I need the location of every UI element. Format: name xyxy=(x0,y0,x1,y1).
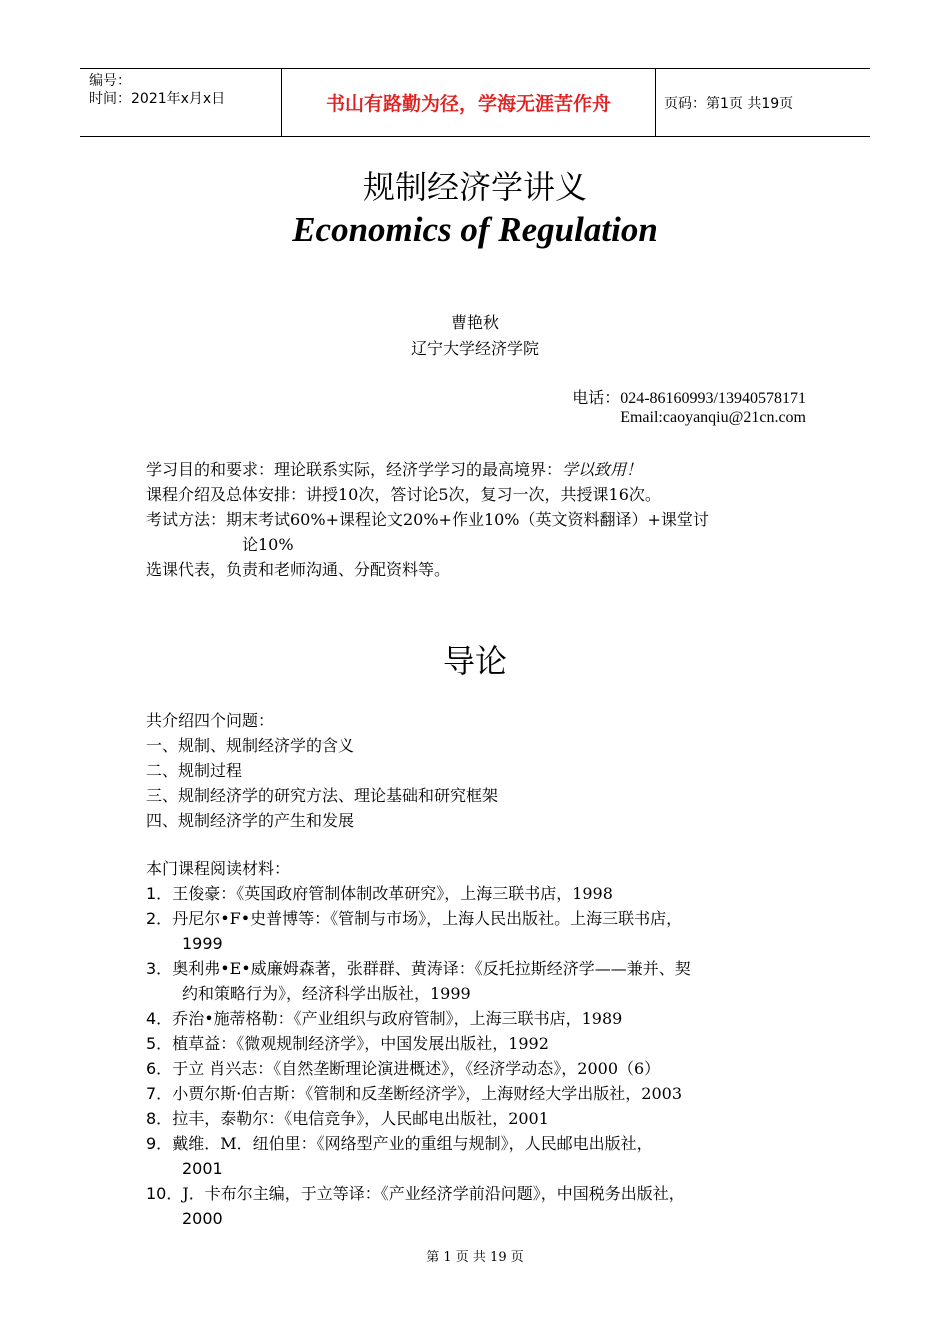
header-meta-cell xyxy=(80,69,282,136)
reading-text: 于立 肖兴志：《自然垄断理论演进概述》，《经济学动态》，2000（6） xyxy=(172,1059,661,1078)
list-item: 四、规制经济学的产生和发展 xyxy=(146,811,355,830)
number-label: 编号： xyxy=(89,73,131,89)
reading-number: 8． xyxy=(146,1109,173,1128)
reading-item xyxy=(146,956,691,1006)
reading-continuation: 1999 xyxy=(182,934,223,953)
section-heading: 导论 xyxy=(442,642,507,680)
reading-item xyxy=(146,881,691,906)
reading-item xyxy=(146,1031,691,1056)
reading-number: 4． xyxy=(146,1009,173,1028)
contact-phone: 电话：024-86160993/13940578171 xyxy=(572,390,806,407)
reading-number: 5． xyxy=(146,1034,173,1053)
reading-item xyxy=(146,1006,691,1031)
header-motto-cell xyxy=(282,69,656,136)
reading-text: J．卡布尔主编，于立等译：《产业经济学前沿问题》，中国税务出版社， xyxy=(182,1184,685,1203)
page-footer: 第 1 页 共 19 页 xyxy=(426,1250,524,1265)
course-goal-emphasis: 学以致用！ xyxy=(562,460,643,479)
reading-item xyxy=(146,1181,691,1231)
reading-item xyxy=(146,906,691,956)
reading-text: 奥利弗•E•威廉姆森著，张群群、黄涛译：《反托拉斯经济学——兼并、契 xyxy=(172,959,691,978)
contact-email: Email:caoyanqiu@21cn.com xyxy=(620,409,806,426)
reading-item xyxy=(146,1131,691,1181)
reading-list xyxy=(146,856,691,1231)
reading-item xyxy=(146,1106,691,1131)
reading-text: 拉丰，泰勒尔：《电信竞争》，人民邮电出版社，2001 xyxy=(172,1109,549,1128)
list-item: 三、规制经济学的研究方法、理论基础和研究框架 xyxy=(146,786,499,805)
reading-continuation: 2001 xyxy=(182,1159,223,1178)
course-goal-text: 学习目的和要求：理论联系实际，经济学学习的最高境界： xyxy=(146,460,563,479)
reading-number: 2． xyxy=(146,909,173,928)
reading-list-heading: 本门课程阅读材料： xyxy=(146,859,291,878)
topic-list xyxy=(146,708,498,833)
time-label: 时间：2021年x月x日 xyxy=(89,91,226,107)
reading-number: 9． xyxy=(146,1134,173,1153)
reading-number: 6． xyxy=(146,1059,173,1078)
reading-item xyxy=(146,1056,691,1081)
reading-number: 10． xyxy=(146,1184,183,1203)
reading-number: 1． xyxy=(146,884,173,903)
reading-number: 7． xyxy=(146,1084,173,1103)
author-affiliation: 辽宁大学经济学院 xyxy=(410,339,539,358)
reading-number: 3． xyxy=(146,959,173,978)
header-page-cell xyxy=(664,69,870,136)
reading-text: 植草益：《微观规制经济学》，中国发展出版社，1992 xyxy=(172,1034,549,1053)
course-arrangement: 课程介绍及总体安排：讲授10次，答讨论5次，复习一次，共授课16次。 xyxy=(146,485,661,504)
course-representative: 选课代表，负责和老师沟通、分配资料等。 xyxy=(146,560,451,579)
document-header xyxy=(80,68,870,137)
reading-text: 王俊豪：《英国政府管制体制改革研究》，上海三联书店，1998 xyxy=(172,884,613,903)
reading-continuation: 约和策略行为》，经济科学出版社，1999 xyxy=(182,984,471,1003)
author-name: 曹艳秋 xyxy=(450,313,499,332)
title-english: Economics of Regulation xyxy=(292,210,658,249)
exam-method-line2: 论10% xyxy=(242,535,294,554)
title-chinese: 规制经济学讲义 xyxy=(362,168,587,206)
list-item: 二、规制过程 xyxy=(146,761,243,780)
motto: 书山有路勤为径，学海无涯苦作舟 xyxy=(325,93,611,115)
reading-item xyxy=(146,1081,691,1106)
exam-method-line1: 考试方法：期末考试60%+课程论文20%+作业10%（英文资料翻译）+课堂讨 xyxy=(146,510,709,529)
page-label: 页码：第1页 共19页 xyxy=(664,95,794,112)
reading-text: 小贾尔斯·伯吉斯：《管制和反垄断经济学》，上海财经大学出版社，2003 xyxy=(172,1084,682,1103)
topic-list-lead: 共介绍四个问题： xyxy=(146,711,275,730)
course-goal xyxy=(146,457,642,482)
reading-text: 乔治•施蒂格勒：《产业组织与政府管制》，上海三联书店，1989 xyxy=(172,1009,623,1028)
list-item: 一、规制、规制经济学的含义 xyxy=(146,736,355,755)
reading-text: 戴维．M．纽伯里：《网络型产业的重组与规制》，人民邮电出版社， xyxy=(172,1134,653,1153)
reading-continuation: 2000 xyxy=(182,1209,223,1228)
reading-text: 丹尼尔•F•史普博等：《管制与市场》，上海人民出版社。上海三联书店， xyxy=(172,909,683,928)
